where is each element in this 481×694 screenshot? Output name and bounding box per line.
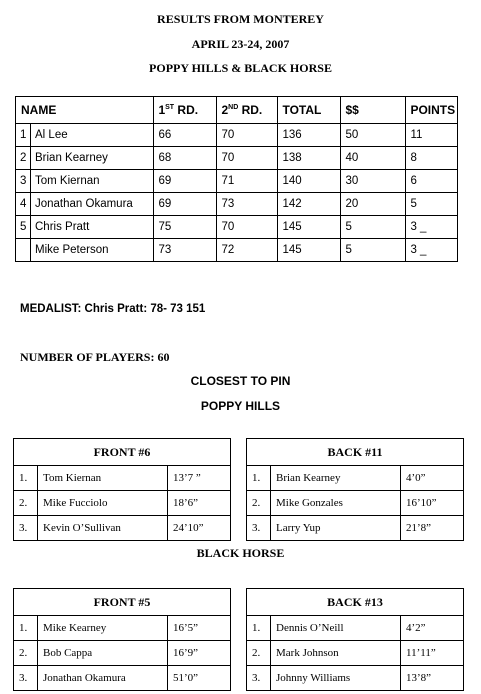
table-row [16, 193, 458, 216]
points-cell: 3 _ [406, 216, 458, 239]
table-row [14, 516, 231, 541]
name-cell: Brian Kearney [31, 147, 154, 170]
money-cell: 5 [341, 239, 406, 262]
total-cell: 138 [278, 147, 341, 170]
results-header-row [16, 97, 458, 124]
position-cell [16, 239, 31, 262]
total-cell: 142 [278, 193, 341, 216]
round1-cell: 69 [154, 193, 217, 216]
total-cell: 145 [278, 239, 341, 262]
position-cell: 5 [16, 216, 31, 239]
money-cell: 5 [341, 216, 406, 239]
position-cell: 3 [16, 170, 31, 193]
column-header-round2 [217, 97, 278, 124]
rank-cell: 1. [14, 466, 38, 491]
black-horse-heading: BLACK HORSE [196, 546, 285, 560]
rank-cell: 1. [247, 466, 271, 491]
points-cell: 6 [406, 170, 458, 193]
document-title: RESULTS FROM MONTEREY [157, 12, 324, 26]
table-row [16, 239, 458, 262]
black-horse-back-table [246, 588, 464, 691]
round1-cell: 73 [154, 239, 217, 262]
results-table [15, 96, 458, 262]
table-row [14, 666, 231, 691]
table-row [16, 170, 458, 193]
name-cell: Bob Cappa [38, 641, 168, 666]
name-cell: Tom Kiernan [31, 170, 154, 193]
round1-cell: 69 [154, 170, 217, 193]
table-row [16, 124, 458, 147]
name-cell: Jonathan Okamura [38, 666, 168, 691]
player-count: NUMBER OF PLAYERS: 60 [20, 350, 170, 364]
round1-suffix: RD. [174, 103, 199, 117]
round2-cell: 70 [217, 147, 278, 170]
total-cell: 140 [278, 170, 341, 193]
points-cell: 8 [406, 147, 458, 170]
name-cell: Dennis O’Neill [271, 616, 401, 641]
distance-cell: 18’6” [168, 491, 231, 516]
round1-cell: 68 [154, 147, 217, 170]
event-dates: APRIL 23-24, 2007 [191, 37, 290, 51]
name-cell: Chris Pratt [31, 216, 154, 239]
round1-cell: 75 [154, 216, 217, 239]
money-cell: 50 [341, 124, 406, 147]
money-cell: 40 [341, 147, 406, 170]
column-header-total: TOTAL [278, 97, 341, 124]
column-header-round1 [154, 97, 217, 124]
column-header-money: $$ [341, 97, 406, 124]
black-horse-front-table [13, 588, 231, 691]
table-row [247, 466, 464, 491]
column-header-points: POINTS [406, 97, 458, 124]
name-cell: Brian Kearney [271, 466, 401, 491]
round2-cell: 71 [217, 170, 278, 193]
round2-cell: 72 [217, 239, 278, 262]
round1-cell: 66 [154, 124, 217, 147]
closest-to-pin-heading: CLOSEST TO PIN [190, 374, 291, 388]
table-row [14, 466, 231, 491]
distance-cell: 11’11” [401, 641, 464, 666]
front-hole-title: FRONT #6 [14, 439, 231, 466]
distance-cell: 16’10” [401, 491, 464, 516]
distance-cell: 13’7 ” [168, 466, 231, 491]
total-cell: 136 [278, 124, 341, 147]
back-hole-title: BACK #11 [247, 439, 464, 466]
round2-suffix: RD. [238, 103, 263, 117]
name-cell: Jonathan Okamura [31, 193, 154, 216]
table-row [247, 666, 464, 691]
name-cell: Mike Kearney [38, 616, 168, 641]
distance-cell: 13’8” [401, 666, 464, 691]
money-cell: 20 [341, 193, 406, 216]
round2-ordinal: ND [228, 104, 239, 111]
table-row [16, 216, 458, 239]
rank-cell: 3. [14, 516, 38, 541]
position-cell: 1 [16, 124, 31, 147]
rank-cell: 3. [247, 516, 271, 541]
table-row [14, 641, 231, 666]
rank-cell: 2. [247, 641, 271, 666]
round2-number: 2 [221, 103, 229, 117]
table-row [14, 616, 231, 641]
money-cell: 30 [341, 170, 406, 193]
position-cell: 4 [16, 193, 31, 216]
distance-cell: 16’9” [168, 641, 231, 666]
round2-cell: 70 [217, 216, 278, 239]
course-names: POPPY HILLS & BLACK HORSE [149, 61, 332, 75]
rank-cell: 3. [247, 666, 271, 691]
points-cell: 11 [406, 124, 458, 147]
poppy-hills-back-table [246, 438, 464, 541]
rank-cell: 2. [247, 491, 271, 516]
position-cell: 2 [16, 147, 31, 170]
name-cell: Al Lee [31, 124, 154, 147]
poppy-hills-heading: POPPY HILLS [200, 399, 281, 413]
name-cell: Mike Peterson [31, 239, 154, 262]
table-row [247, 491, 464, 516]
points-cell: 3 _ [406, 239, 458, 262]
name-cell: Larry Yup [271, 516, 401, 541]
rank-cell: 1. [14, 616, 38, 641]
back-hole-title: BACK #13 [247, 589, 464, 616]
distance-cell: 16’5” [168, 616, 231, 641]
medalist-line: MEDALIST: Chris Pratt: 78- 73 151 [20, 303, 206, 315]
round1-number: 1 [158, 103, 166, 117]
round2-cell: 70 [217, 124, 278, 147]
distance-cell: 24’10” [168, 516, 231, 541]
table-row [14, 491, 231, 516]
name-cell: Kevin O’Sullivan [38, 516, 168, 541]
poppy-hills-front-table [13, 438, 231, 541]
table-row [247, 641, 464, 666]
round2-cell: 73 [217, 193, 278, 216]
name-cell: Mark Johnson [271, 641, 401, 666]
rank-cell: 3. [14, 666, 38, 691]
name-cell: Mike Gonzales [271, 491, 401, 516]
total-cell: 145 [278, 216, 341, 239]
distance-cell: 4’2” [401, 616, 464, 641]
table-row [247, 516, 464, 541]
table-row [247, 616, 464, 641]
name-cell: Johnny Williams [271, 666, 401, 691]
name-cell: Tom Kiernan [38, 466, 168, 491]
front-hole-title: FRONT #5 [14, 589, 231, 616]
rank-cell: 2. [14, 641, 38, 666]
distance-cell: 51’0” [168, 666, 231, 691]
rank-cell: 2. [14, 491, 38, 516]
name-cell: Mike Fucciolo [38, 491, 168, 516]
round1-ordinal: ST [165, 104, 175, 111]
distance-cell: 21’8” [401, 516, 464, 541]
rank-cell: 1. [247, 616, 271, 641]
distance-cell: 4’0” [401, 466, 464, 491]
table-row [16, 147, 458, 170]
points-cell: 5 [406, 193, 458, 216]
column-header-name: NAME [16, 97, 154, 124]
